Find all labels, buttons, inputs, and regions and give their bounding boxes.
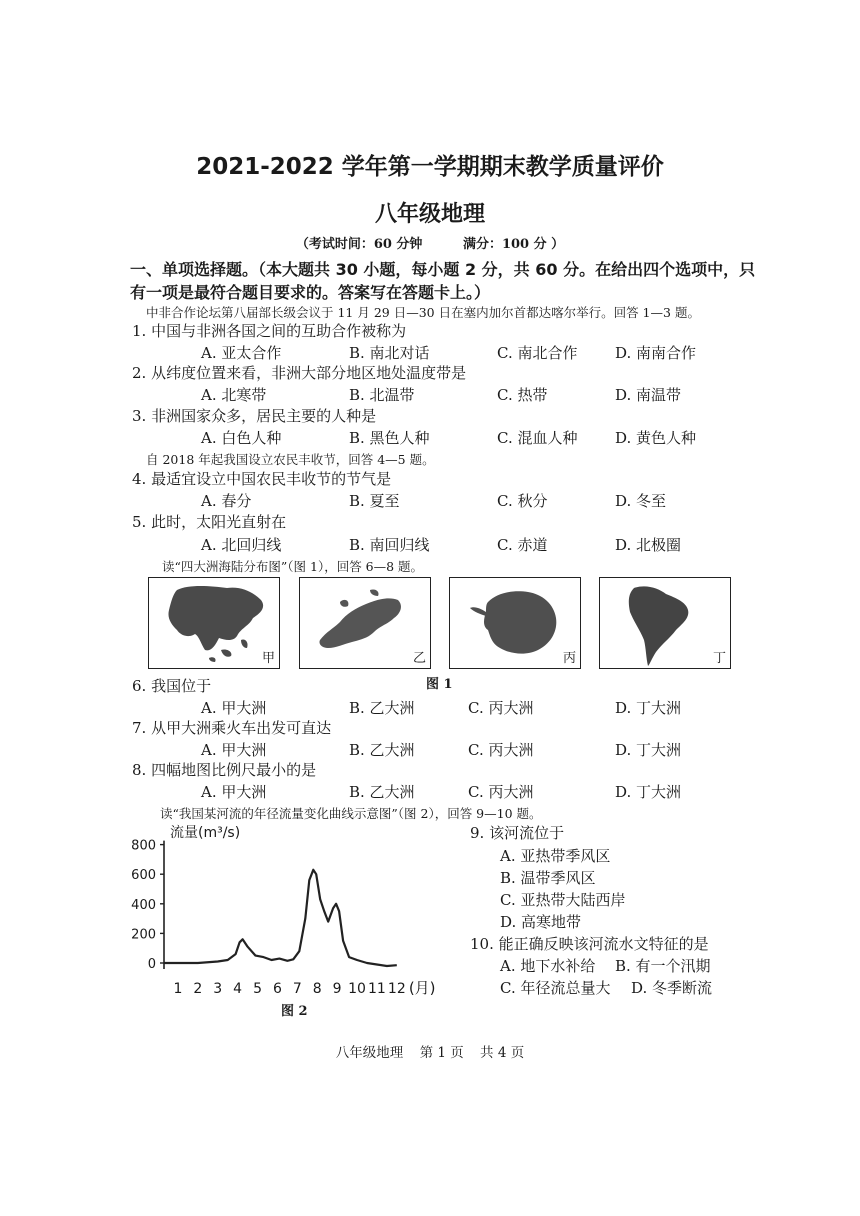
q8-option-c: C. 丙大洲 bbox=[468, 783, 534, 801]
figure-1-caption: 图 1 bbox=[426, 677, 453, 692]
intro-q6-8: 读“四大洲海陆分布图”（图 1），回答 6—8 题。 bbox=[162, 559, 424, 574]
asia-map bbox=[149, 578, 279, 668]
antarctica-shape bbox=[484, 591, 556, 653]
q7-option-c: C. 丙大洲 bbox=[468, 741, 534, 759]
figure-2-caption: 图 2 bbox=[281, 1004, 308, 1019]
question-10: 10. 能正确反映该河流水文特征的是 bbox=[470, 935, 709, 953]
q10-option-b: B. 有一个汛期 bbox=[615, 957, 711, 975]
antarctica-map bbox=[450, 578, 580, 668]
exam-subtitle: 八年级地理 bbox=[374, 202, 485, 227]
q4-option-b: B. 夏至 bbox=[349, 492, 400, 510]
europe-shape bbox=[319, 598, 400, 648]
y-tick-label: 200 bbox=[131, 927, 156, 943]
question-number: 7. bbox=[132, 719, 147, 737]
south-america-shape bbox=[629, 586, 689, 666]
question-text: 四幅地图比例尺最小的是 bbox=[151, 761, 317, 779]
y-tick-label: 600 bbox=[131, 868, 156, 884]
question-4 bbox=[132, 468, 391, 489]
europe-island bbox=[340, 600, 348, 607]
x-tick-label: 4 bbox=[233, 981, 243, 997]
q5-option-d: D. 北极圈 bbox=[615, 536, 682, 554]
q2-option-c: C. 热带 bbox=[497, 386, 548, 404]
exam-title: 2021-2022 学年第一学期期末教学质量评价 bbox=[196, 154, 664, 180]
x-tick-label: 2 bbox=[193, 981, 203, 997]
europe-island bbox=[370, 589, 379, 596]
runoff-chart bbox=[130, 818, 460, 1018]
map-yi bbox=[299, 577, 431, 669]
q10-option-a: A. 地下水补给 bbox=[500, 957, 596, 975]
intro-q4-5: 自 2018 年起我国设立农民丰收节，回答 4—5 题。 bbox=[146, 452, 435, 467]
question-number: 2. bbox=[132, 364, 147, 382]
y-tick-label: 400 bbox=[131, 897, 156, 913]
q8-option-d: D. 丁大洲 bbox=[615, 783, 682, 801]
question-number: 4. bbox=[132, 470, 147, 488]
footer-page: 第 1 页 bbox=[419, 1045, 464, 1061]
x-tick-label: 9 bbox=[332, 981, 342, 997]
x-tick-label: 6 bbox=[272, 981, 282, 997]
q5-option-c: C. 赤道 bbox=[497, 536, 548, 554]
x-tick-label: 11 bbox=[368, 981, 386, 997]
q9-option-b: B. 温带季风区 bbox=[500, 869, 596, 887]
south-america-map bbox=[600, 578, 730, 668]
chart-x-ticks bbox=[173, 981, 405, 997]
q7-option-d: D. 丁大洲 bbox=[615, 741, 682, 759]
question-6 bbox=[132, 675, 211, 696]
question-text: 非洲国家众多，居民主要的人种是 bbox=[151, 407, 377, 425]
q4-option-a: A. 春分 bbox=[201, 492, 252, 510]
q4-option-d: D. 冬至 bbox=[615, 492, 667, 510]
chart-ylabel: 流量(m³/s) bbox=[170, 825, 241, 841]
exam-score: 满分：100 分 ） bbox=[462, 237, 565, 252]
q1-option-b: B. 南北对话 bbox=[349, 344, 430, 362]
asia-island bbox=[209, 657, 216, 662]
q7-option-a: A. 甲大洲 bbox=[201, 741, 267, 759]
q6-option-b: B. 乙大洲 bbox=[349, 699, 415, 717]
q3-option-b: B. 黑色人种 bbox=[349, 429, 430, 447]
map-label-ding: 丁 bbox=[712, 651, 726, 666]
question-number: 3. bbox=[132, 407, 147, 425]
q10-option-c: C. 年径流总量大 bbox=[500, 979, 611, 997]
x-tick-label: 12 bbox=[387, 981, 406, 997]
question-3 bbox=[132, 405, 376, 426]
x-tick-label: 7 bbox=[292, 981, 302, 997]
question-8 bbox=[132, 759, 316, 780]
map-label-yi: 乙 bbox=[412, 651, 426, 666]
map-bing bbox=[449, 577, 581, 669]
map-label-bing: 丙 bbox=[562, 651, 576, 666]
section-heading-line1: 一、单项选择题。（本大题共 30 小题，每小题 2 分，共 60 分。在给出四个选项中，只 bbox=[130, 260, 756, 279]
chart-xlabel: (月) bbox=[408, 979, 436, 997]
intro-q1-3: 中非合作论坛第八届部长级会议于 11 月 29 日—30 日在塞内加尔首都达喀尔举行。回答 1—3 题。 bbox=[146, 305, 700, 320]
footer-total: 共 4 页 bbox=[480, 1045, 525, 1061]
asia-shape bbox=[168, 586, 263, 650]
q1-option-d: D. 南南合作 bbox=[615, 344, 697, 362]
y-tick-label: 800 bbox=[131, 838, 156, 854]
q6-option-c: C. 丙大洲 bbox=[468, 699, 534, 717]
q10-option-d: D. 冬季断流 bbox=[631, 979, 713, 997]
question-text: 中国与非洲各国之间的互助合作被称为 bbox=[151, 322, 407, 340]
q9-option-a: A. 亚热带季风区 bbox=[500, 847, 611, 865]
question-text: 从纬度位置来看，非洲大部分地区地处温度带是 bbox=[151, 364, 467, 382]
question-number: 6. bbox=[132, 677, 147, 695]
q8-option-a: A. 甲大洲 bbox=[201, 783, 267, 801]
q5-option-a: A. 北回归线 bbox=[201, 536, 282, 554]
question-text: 从甲大洲乘火车出发可直达 bbox=[151, 719, 332, 737]
q4-option-c: C. 秋分 bbox=[497, 492, 548, 510]
asia-island bbox=[221, 649, 231, 656]
question-text: 此时，太阳光直射在 bbox=[151, 513, 287, 531]
question-1 bbox=[132, 320, 406, 341]
q6-option-d: D. 丁大洲 bbox=[615, 699, 682, 717]
question-7 bbox=[132, 717, 331, 738]
exam-time: （考试时间：60 分钟 bbox=[295, 237, 423, 252]
map-jia bbox=[148, 577, 280, 669]
q3-option-c: C. 混血人种 bbox=[497, 429, 578, 447]
q1-option-a: A. 亚太合作 bbox=[201, 344, 282, 362]
x-tick-label: 1 bbox=[173, 981, 183, 997]
question-number: 5. bbox=[132, 513, 147, 531]
map-ding bbox=[599, 577, 731, 669]
antarctica-peninsula bbox=[470, 607, 486, 616]
page-footer bbox=[0, 1041, 860, 1061]
asia-island bbox=[241, 639, 248, 648]
q9-option-c: C. 亚热带大陆西岸 bbox=[500, 891, 626, 909]
question-2 bbox=[132, 362, 466, 383]
question-text: 我国位于 bbox=[151, 677, 212, 695]
x-tick-label: 10 bbox=[348, 981, 366, 997]
q5-option-b: B. 南回归线 bbox=[349, 536, 430, 554]
q7-option-b: B. 乙大洲 bbox=[349, 741, 415, 759]
footer-subject: 八年级地理 bbox=[335, 1045, 404, 1061]
q2-option-b: B. 北温带 bbox=[349, 386, 415, 404]
x-tick-label: 5 bbox=[253, 981, 262, 997]
question-number: 1. bbox=[132, 322, 147, 340]
question-number: 8. bbox=[132, 761, 147, 779]
x-tick-label: 8 bbox=[312, 981, 322, 997]
question-9: 9. 该河流位于 bbox=[470, 824, 565, 842]
question-5 bbox=[132, 511, 286, 532]
runoff-line bbox=[164, 870, 397, 966]
q8-option-b: B. 乙大洲 bbox=[349, 783, 415, 801]
q9-option-d: D. 高寒地带 bbox=[500, 913, 582, 931]
intro-q9-10: 读“我国某河流的年径流量变化曲线示意图”（图 2），回答 9—10 题。 bbox=[160, 806, 542, 821]
y-tick-label: 0 bbox=[147, 957, 156, 972]
map-label-jia: 甲 bbox=[261, 651, 275, 666]
q2-option-d: D. 南温带 bbox=[615, 386, 682, 404]
section-heading-line2: 有一项是最符合题目要求的。答案写在答题卡上。） bbox=[130, 283, 491, 302]
q3-option-d: D. 黄色人种 bbox=[615, 429, 697, 447]
exam-info bbox=[0, 233, 860, 252]
q6-option-a: A. 甲大洲 bbox=[201, 699, 267, 717]
europe-map bbox=[300, 578, 430, 668]
q3-option-a: A. 白色人种 bbox=[201, 429, 282, 447]
question-text: 最适宜设立中国农民丰收节的节气是 bbox=[151, 470, 392, 488]
q2-option-a: A. 北寒带 bbox=[201, 386, 267, 404]
x-tick-label: 3 bbox=[213, 981, 223, 997]
chart-y-ticks bbox=[131, 839, 164, 972]
q1-option-c: C. 南北合作 bbox=[497, 344, 578, 362]
